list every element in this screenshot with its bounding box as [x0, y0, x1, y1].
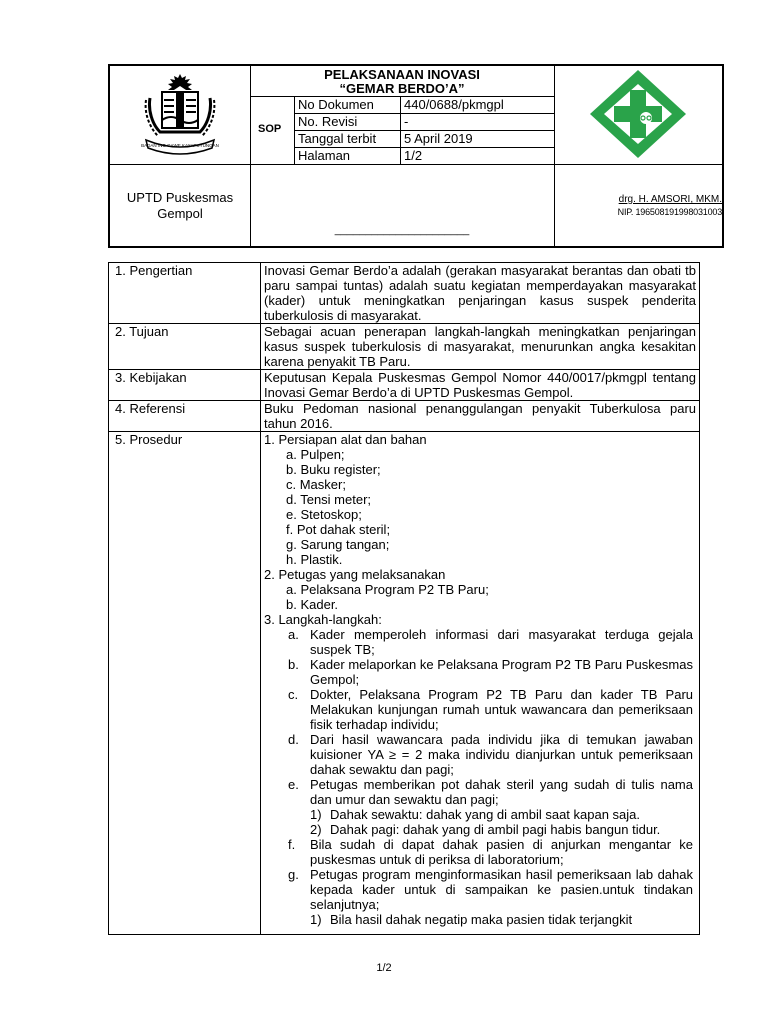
- list-marker: 1): [310, 807, 322, 822]
- list-item: f. Pot dahak steril;: [286, 522, 391, 537]
- text-kebijakan: Keputusan Kepala Puskesmas Gempol Nomor 440/0017/pkmgpl tentang Inovasi Gemar Berdo’a di UPTD Puskesmas Gempol.: [261, 370, 700, 401]
- meta-key-tanggal-terbit: Tanggal terbit: [298, 131, 377, 146]
- row-kebijakan: [109, 370, 700, 401]
- list-item: e. Stetoskop;: [286, 507, 362, 522]
- sop-content-table: [108, 262, 700, 935]
- list-marker: f.: [288, 837, 296, 852]
- document-title: [250, 68, 554, 96]
- list-item: g. Sarung tangan;: [286, 537, 390, 552]
- list-item: [264, 777, 693, 807]
- step-3-list: [264, 627, 693, 807]
- list-marker: 2): [310, 822, 322, 837]
- list-item-text: Dokter, Pelaksana Program P2 TB Paru dan kader TB Paru Melakukan kunjungan rumah untuk wawancara dan pemeriksaan fisik terhadap individu;: [310, 687, 693, 732]
- list-item: [264, 657, 693, 687]
- org-name-line-1: UPTD Puskesmas: [126, 190, 234, 205]
- prosedur-content: [261, 432, 700, 935]
- meta-value-no-revisi: -: [404, 114, 409, 129]
- list-item: [264, 807, 693, 822]
- row-tujuan: [109, 324, 700, 370]
- step-3-list-continued: [264, 837, 693, 912]
- list-marker: d.: [288, 732, 299, 747]
- list-item-text: Petugas program menginformasikan hasil pemeriksaan lab dahak kepada kader untuk di sampaikan ke pasien.untuk tindakan selanjutnya;: [310, 867, 693, 912]
- list-item-text: Bila sudah di dapat dahak pasien di anjurkan mengantar ke puskesmas untuk di periksa di laboratorium;: [310, 837, 693, 867]
- signature-line: ______________________: [334, 224, 470, 236]
- list-item: a. Pelaksana Program P2 TB Paru;: [286, 582, 489, 597]
- text-referensi: Buku Pedoman nasional penanggulangan penyakit Tuberkulosa paru tahun 2016.: [261, 401, 700, 432]
- list-marker: b.: [288, 657, 299, 672]
- list-item: [264, 867, 693, 912]
- sop-header-table: [108, 64, 724, 248]
- list-item: b. Buku register;: [286, 462, 381, 477]
- signer-nip: NIP. 196508191998031003: [617, 207, 722, 217]
- organization-name: [110, 190, 250, 222]
- page-number-footer: 1/2: [376, 962, 392, 974]
- list-item-text: Dahak sewaktu: dahak yang di ambil saat kapan saja.: [330, 807, 641, 822]
- list-item: d. Tensi meter;: [286, 492, 372, 507]
- meta-value-tanggal-terbit: 5 April 2019: [404, 131, 473, 146]
- row-prosedur: [109, 432, 700, 935]
- step-1-list: [264, 447, 693, 567]
- text-tujuan: Sebagai acuan penerapan langkah-langkah meningkatkan penjaringan kasus suspek tuberkulosis di masyarakat, menurunkan angka kesakitan karena penyakit TB Paru.: [261, 324, 700, 370]
- regency-emblem-logo: [138, 70, 222, 156]
- list-item: b. Kader.: [286, 597, 339, 612]
- step-3-title: 3. Langkah-langkah:: [264, 612, 382, 627]
- list-item-text: Dari hasil wawancara pada individu jika di temukan jawaban kuisioner YA ≥ = 2 maka individu dianjurkan untuk pemeriksaan dahak sewaktu dan pagi;: [310, 732, 693, 777]
- list-item-text: Bila hasil dahak negatip maka pasien tidak terjangkit: [330, 912, 633, 927]
- step-3g-sublist: [264, 912, 693, 927]
- list-marker: g.: [288, 867, 299, 882]
- list-item: [264, 837, 693, 867]
- list-item: c. Masker;: [286, 477, 346, 492]
- list-item-text: Dahak pagi: dahak yang di ambil pagi habis bangun tidur.: [330, 822, 661, 837]
- step-2-title: 2. Petugas yang melaksanakan: [264, 567, 446, 582]
- label-referensi: 4. Referensi: [109, 401, 261, 432]
- meta-key-no-revisi: No. Revisi: [298, 114, 358, 129]
- meta-key-halaman: Halaman: [298, 148, 351, 163]
- list-item: h. Plastik.: [286, 552, 343, 567]
- row-pengertian: [109, 263, 700, 324]
- step-1-title: 1. Persiapan alat dan bahan: [264, 432, 427, 447]
- list-item-text: Petugas memberikan pot dahak steril yang sudah di tulis nama dan umur dan sewaktu dan pagi;: [310, 777, 693, 807]
- puskesmas-logo: [586, 68, 690, 160]
- step-3e-sublist: [264, 807, 693, 837]
- label-kebijakan: 3. Kebijakan: [109, 370, 261, 401]
- list-item: [264, 732, 693, 777]
- list-marker: e.: [288, 777, 299, 792]
- list-item-text: Kader melaporkan ke Pelaksana Program P2 TB Paru Puskesmas Gempol;: [310, 657, 693, 687]
- list-item-text: Kader memperoleh informasi dari masyarakat terduga gejala suspek TB;: [310, 627, 693, 657]
- list-item: a. Pulpen;: [286, 447, 345, 462]
- title-line-1: PELAKSANAAN INOVASI: [324, 67, 480, 82]
- title-line-2: “GEMAR BERDO’A”: [339, 81, 465, 96]
- list-item: [264, 687, 693, 732]
- label-pengertian: 1. Pengertian: [109, 263, 261, 324]
- list-marker: a.: [288, 627, 299, 642]
- seal-text: BADAN ING GAWE KAYAPUYUNGAN: [141, 143, 219, 148]
- list-marker: 1): [310, 912, 322, 927]
- sop-label: SOP: [258, 123, 282, 135]
- meta-value-no-dokumen: 440/0688/pkmgpl: [404, 97, 504, 112]
- list-item: [264, 822, 693, 837]
- list-marker: c.: [288, 687, 299, 702]
- meta-value-halaman: 1/2: [404, 148, 423, 163]
- text-pengertian: Inovasi Gemar Berdo’a adalah (gerakan masyarakat berantas dan obati tb paru sampai tuntas) adalah suatu kegiatan memperdayakan masyarakat (kader) untuk meningkatkan penjaringan kasus suspek penderita tuberkulosis di masyarakat.: [261, 263, 700, 324]
- row-referensi: [109, 401, 700, 432]
- list-item: [264, 912, 693, 927]
- label-prosedur: 5. Prosedur: [109, 432, 261, 935]
- step-2-list: [264, 582, 693, 612]
- list-item: [264, 627, 693, 657]
- org-name-line-2: Gempol: [157, 206, 203, 221]
- meta-key-no-dokumen: No Dokumen: [298, 97, 374, 112]
- label-tujuan: 2. Tujuan: [109, 324, 261, 370]
- signer-name: drg. H. AMSORI, MKM.: [618, 194, 722, 205]
